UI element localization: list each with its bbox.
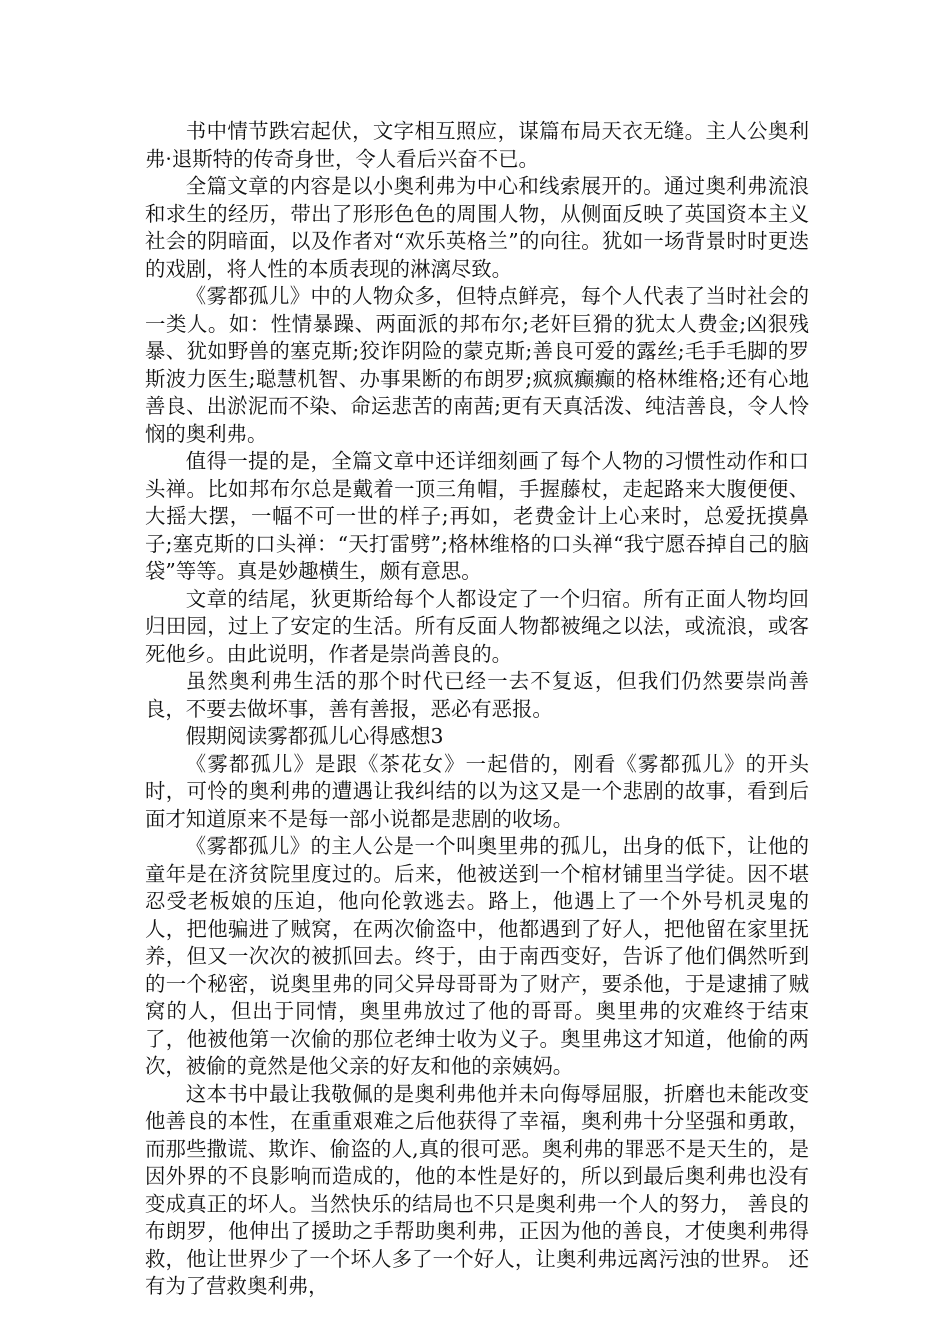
document-page xyxy=(145,118,809,1301)
paragraph: 《雾都孤儿》是跟《茶花女》一起借的，刚看《雾都孤儿》的开头时，可怜的奥利弗的遭遇让我纠结的以为这又是一个悲剧的故事，看到后面才知道原来不是每一部小说都是悲剧的收场。 xyxy=(145,751,809,831)
paragraph: 全篇文章的内容是以小奥利弗为中心和线索展开的。通过奥利弗流浪和求生的经历，带出了形形色色的周围人物，从侧面反映了英国资本主义社会的阴暗面，以及作者对“欢乐英格兰”的向往。犹如一场背景时时更迭的戏剧，将人性的本质表现的淋漓尽致。 xyxy=(145,174,809,281)
section-heading: 假期阅读雾都孤儿心得感想3 xyxy=(185,724,444,748)
paragraph: 虽然奥利弗生活的那个时代已经一去不复返，但我们仍然要崇尚善良，不要去做坏事，善有善报，恶必有恶报。 xyxy=(145,669,809,721)
paragraph: 值得一提的是，全篇文章中还详细刻画了每个人物的习惯性动作和口头禅。比如邦布尔总是戴着一顶三角帽，手握藤杖，走起路来大腹便便、大摇大摆，一幅不可一世的样子;再如，老费金计上心来时，总爱抚摸鼻子;塞克斯的口头禅：“天打雷劈”;格林维格的口头禅“我宁愿吞掉自己的脑袋”等等。真是妙趣横生，颇有意思。 xyxy=(145,449,809,583)
paragraph: 《雾都孤儿》的主人公是一个叫奥里弗的孤儿，出身的低下，让他的童年是在济贫院里度过的。后来，他被送到一个棺材铺里当学徒。因不堪忍受老板娘的压迫，他向伦敦逃去。路上，他遇上了一个外号机灵鬼的人，把他骗进了贼窝，在两次偷盗中，他都遇到了好人，把他留在家里抚养，但又一次次的被抓回去。终于，由于南西变好，告诉了他们偶然听到的一个秘密，说奥里弗的同父异母哥哥为了财产，要杀他，于是逮捕了贼窝的人，但出于同情，奥里弗放过了他的哥哥。奥里弗的灾难终于结束了，他被他第一次偷的那位老绅士收为义子。奥里弗这才知道，他偷的两次，被偷的竟然是他父亲的好友和他的亲姨妈。 xyxy=(145,834,809,1078)
paragraph: 文章的结尾，狄更斯给每个人都设定了一个归宿。所有正面人物均回归田园，过上了安定的生活。所有反面人物都被绳之以法，或流浪，或客死他乡。由此说明，作者是崇尚善良的。 xyxy=(145,586,809,666)
paragraph: 这本书中最让我敬佩的是奥利弗他并未向侮辱屈服，折磨也未能改变他善良的本性，在重重艰难之后他获得了幸福，奥利弗十分坚强和勇敢，而那些撒谎、欺诈、偷盗的人,真的很可恶。奥利弗的罪恶不是天生的，是因外界的不良影响而造成的，他的本性是好的，所以到最后奥利弗也没有变成真正的坏人。当然快乐的结局也不只是奥利弗一个人的努力， 善良的布朗罗，他伸出了援助之手帮助奥利弗，正因为他的善良，才使奥利弗得救，他让世界少了一个坏人多了一个好人，让奥利弗远离污浊的世界。 还有为了营救奥利弗， xyxy=(145,1081,809,1298)
paragraph: 书中情节跌宕起伏，文字相互照应，谋篇布局天衣无缝。主人公奥利弗·退斯特的传奇身世，令人看后兴奋不已。 xyxy=(145,119,809,171)
paragraph: 《雾都孤儿》中的人物众多，但特点鲜亮，每个人代表了当时社会的一类人。如：性情暴躁、两面派的邦布尔;老奸巨猾的犹太人费金;凶狠残暴、犹如野兽的塞克斯;狡诈阴险的蒙克斯;善良可爱的露丝;毛手毛脚的罗斯波力医生;聪慧机智、办事果断的布朗罗;疯疯癫癫的格林维格;还有心地善良、出淤泥而不染、命运悲苦的南茜;更有天真活泼、纯洁善良，令人怜悯的奥利弗。 xyxy=(145,284,809,446)
